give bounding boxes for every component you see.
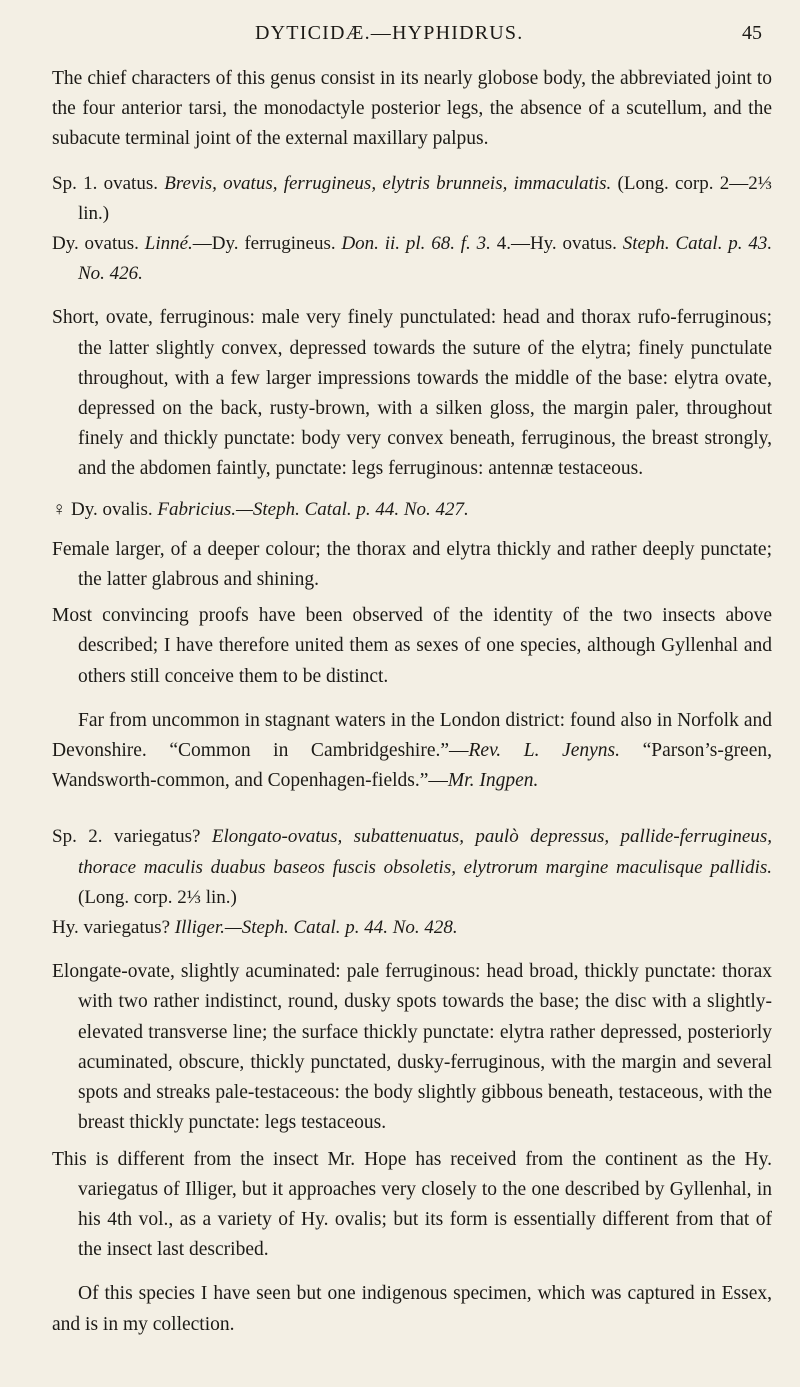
synonym-reference: Don. ii. pl. 68. f. 3.: [341, 233, 491, 255]
note-text: but its form is essentially different from that of the insect last described.: [78, 1208, 772, 1261]
running-title: DYTICIDÆ.—HYPHIDRUS.: [255, 22, 524, 44]
species-1-note: Most convincing proofs have been observed of the identity of the two insects above described; I have therefore united them as sexes of one species, although Gyllenhal and others still conceive them to be distinct.: [52, 605, 772, 687]
species-2-closing: Of this species I have seen but one indigenous specimen, which was captured in Essex, and is in my collection.: [52, 1283, 772, 1335]
genus-intro: The chief characters of this genus consist in its nearly globose body, the abbreviated joint to the four anterior tarsi, the monodactyle posterior legs, the absence of a scutellum, and the subacute terminal joint of the external maxillary palpus.: [52, 68, 772, 150]
species-1-number: Sp. 1. ovatus.: [52, 172, 158, 194]
page-header: [0, 22, 800, 52]
habitat-authority: Mr. Ingpen.: [447, 770, 539, 792]
female-synonymy: [52, 495, 772, 525]
species-2-number: Sp. 2. variegatus?: [52, 826, 201, 848]
female-description: Female larger, of a deeper colour; the thorax and elytra thickly and rather deeply punctate; the latter glabrous and shining.: [52, 538, 772, 591]
species-2-note: [52, 1145, 772, 1266]
female-name: ♀ Dy. ovalis.: [52, 498, 153, 520]
species-2-description: Elongate-ovate, slightly acuminated: pale ferruginous: head broad, thickly punctate: thorax with two rather indistinct, round, dusky spots towards the base; the disc with a slightly-elevated transverse line; the surface thickly punctate: elytra rather depressed, posteriorly acuminated, obscure, thickly punctated, dusky-ferruginous, with the margin and several spots and streaks pale-testaceous: the body slightly gibbous beneath, testaceous, with the breast thickly punctate: legs testaceous.: [52, 961, 772, 1134]
page-body: [52, 64, 772, 1340]
species-1-habitat: [52, 706, 772, 797]
habitat-authority: Rev. L. Jenyns.: [468, 740, 620, 762]
synonym-name: Dy. ovatus.: [52, 233, 139, 255]
species-1-description: Short, ovate, ferruginous: male very finely punctulated: head and thorax rufo-ferruginous; the latter slightly convex, depressed towards the suture of the elytra; finely punctulate throughout, with a few larger impressions towards the middle of the base: elytra ovate, depressed on the back, rusty-brown, with a silken gloss, the margin paler, throughout finely and thickly punctate: body very convex beneath, ferruginous, the breast strongly, and the abdomen faintly, punctate: legs ferruginous: antennæ testaceous.: [52, 307, 772, 480]
habitat-text: Far from uncommon in stagnant waters in the London district: found also in Norfolk and Devonshire. “Common in Cambridgeshire.”—: [52, 709, 772, 762]
synonym-name: Hy. variegatus?: [52, 917, 170, 939]
note-text: This is different from the insect Mr. Hope has received from the continent as the Hy. variegatus of Illiger, but it approaches very closely to the one described by Gyllenhal, in his 4th vol., as a variety of: [52, 1148, 772, 1230]
female-reference: Fabricius.—Steph. Catal. p. 44. No. 427.: [157, 498, 469, 520]
synonym-name: 4.—Hy. ovatus.: [496, 233, 617, 255]
page-number: 45: [742, 22, 762, 44]
synonym-name: —Dy. ferrugineus.: [192, 233, 336, 255]
species-2-length: (Long. corp. 2⅓ lin.): [78, 886, 237, 908]
species-1-heading: [52, 169, 772, 229]
species-1-diagnosis: Brevis, ovatus, ferrugineus, elytris brunneis, immaculatis.: [164, 172, 612, 194]
species-2-synonymy: [52, 913, 772, 943]
species-1-length: (Long. corp. 2—2⅓ lin.): [78, 172, 773, 224]
habitat-text: “Parson’s-green, Wandsworth-common, and Copenhagen-fields.”—: [52, 740, 772, 792]
species-2-diagnosis: Elongato-ovatus, subattenuatus, paulò depressus, pallide-ferrugineus, thorace maculis duabus baseos fuscis obsoletis, elytrorum margine maculisque pallidis.: [78, 826, 773, 878]
synonym-reference: Steph. Catal. p. 43. No. 426.: [78, 233, 773, 285]
synonym-authority: Linné.: [144, 233, 193, 255]
synonym-reference: Illiger.—Steph. Catal. p. 44. No. 428.: [174, 917, 458, 939]
species-1-synonymy: [52, 229, 772, 289]
species-2-heading: [52, 822, 772, 913]
note-text: Hy. ovalis;: [301, 1208, 387, 1230]
